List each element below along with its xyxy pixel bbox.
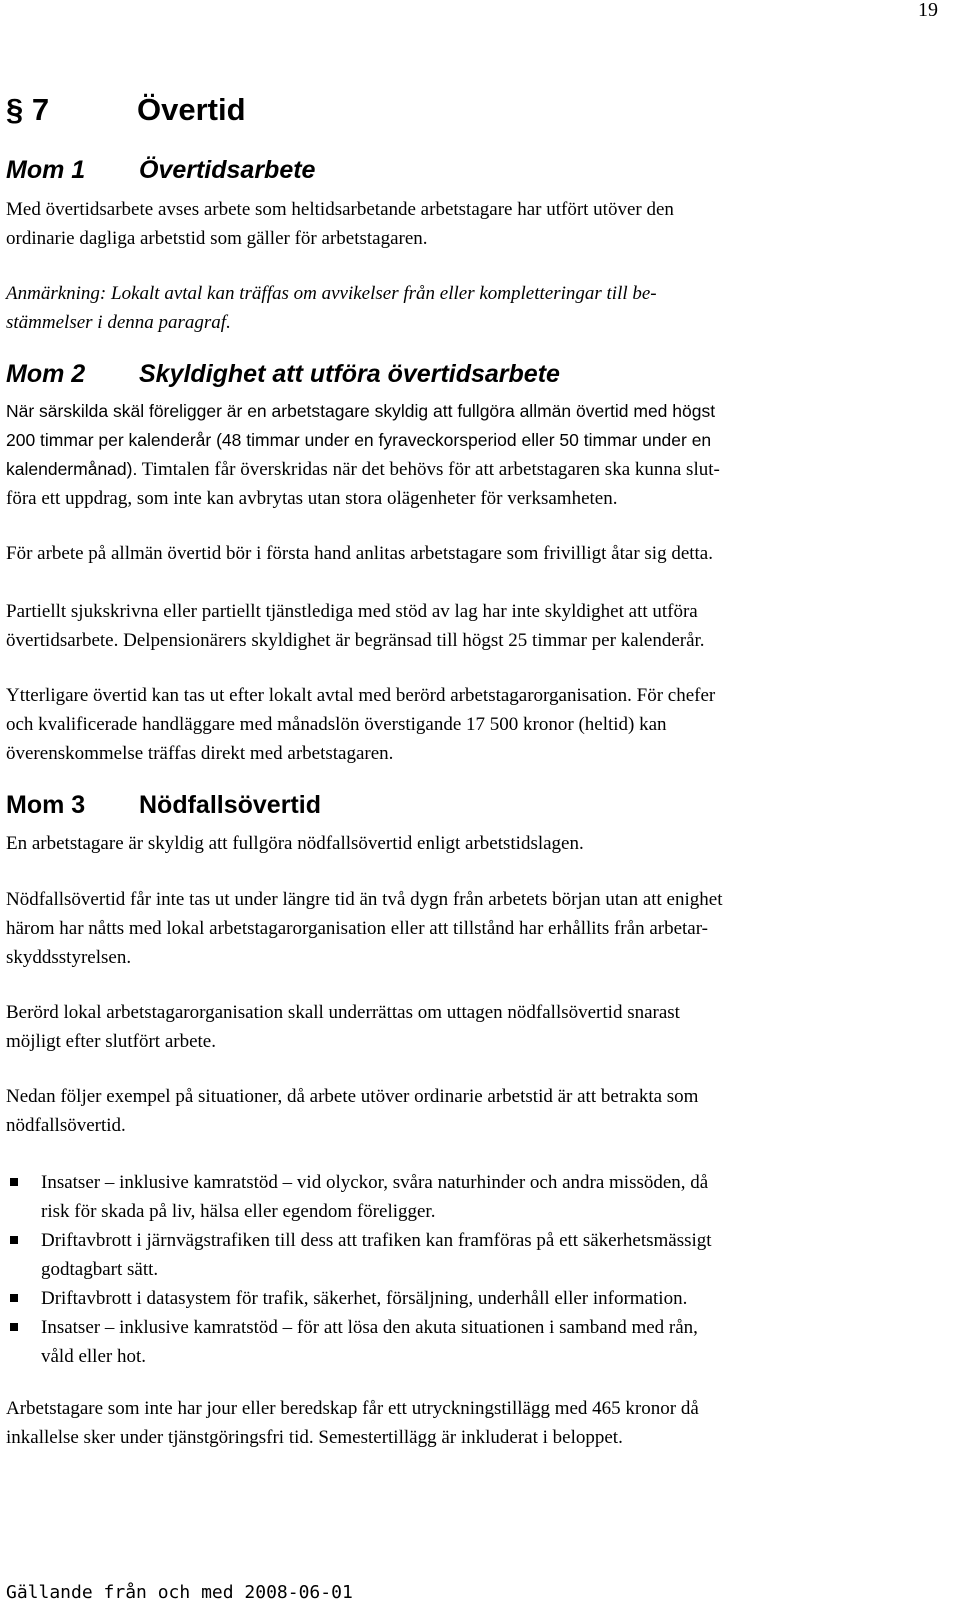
text-line: Berörd lokal arbetstagarorganisation skall underrättas om uttagen nödfallsövertid snarast	[6, 1002, 680, 1023]
mom3-title: Nödfallsövertid	[139, 791, 321, 819]
mom2-number: Mom 2	[6, 360, 86, 388]
mom1-heading	[6, 158, 315, 183]
text-line: kalendermånad).	[6, 459, 138, 479]
mom1-title: Övertidsarbete	[139, 156, 316, 184]
mom3-paragraph-3	[6, 998, 936, 1056]
text-line: överenskommelse träffas direkt med arbetstagaren.	[6, 743, 394, 764]
text-line: Insatser – inklusive kamratstöd – vid olyckor, svåra naturhinder och andra missöden, då	[41, 1172, 709, 1193]
text-line: inkallelse sker under tjänstgöringsfri tid. Semestertillägg är inkluderat i beloppet.	[6, 1427, 623, 1448]
text-line: härom har nåtts med lokal arbetstagarorganisation eller att tillstånd har erhållits från arbetar-	[6, 918, 708, 939]
section-heading	[6, 94, 246, 125]
text-line: Anmärkning: Lokalt avtal kan träffas om avvikelser från eller kompletteringar till be-	[6, 283, 657, 304]
text-line: Insatser – inklusive kamratstöd – för att lösa den akuta situationen i samband med rån,	[41, 1317, 698, 1338]
text-line: Med övertidsarbete avses arbete som heltidsarbetande arbetstagare har utfört utöver den	[6, 199, 674, 220]
square-bullet-icon	[10, 1294, 18, 1302]
text-line: stämmelser i denna paragraf.	[6, 312, 231, 333]
text-line: Ytterligare övertid kan tas ut efter lokalt avtal med berörd arbetstagarorganisation. För chefer	[6, 685, 716, 706]
text-line: Nedan följer exempel på situationer, då arbete utöver ordinarie arbetstid är att betrakta som	[6, 1086, 699, 1107]
square-bullet-icon	[10, 1323, 18, 1331]
text-line: Nödfallsövertid får inte tas ut under längre tid än två dygn från arbetets början utan att enighet	[6, 889, 723, 910]
text-line: föra ett uppdrag, som inte kan avbrytas utan stora olägenheter för verksamheten.	[6, 488, 618, 509]
list-item	[6, 1313, 936, 1371]
text-line: godtagbart sätt.	[41, 1259, 159, 1280]
mom2-heading	[6, 362, 560, 387]
mom3-paragraph-4	[6, 1082, 936, 1140]
text-line: Timtalen får överskridas när det behövs för att arbetstagaren ska kunna slut-	[137, 459, 720, 480]
bullet-list	[6, 1168, 936, 1371]
mom2-title: Skyldighet att utföra övertidsarbete	[139, 360, 560, 388]
list-item	[6, 1226, 936, 1284]
list-item	[6, 1168, 936, 1226]
text-line: våld eller hot.	[41, 1346, 146, 1367]
text-line: Arbetstagare som inte har jour eller beredskap får ett utryckningstillägg med 465 kronor då	[6, 1398, 699, 1419]
text-line: och kvalificerade handläggare med månadslön överstigande 17 500 kronor (heltid) kan	[6, 714, 667, 735]
text-line: 200 timmar per kalenderår (48 timmar under en fyraveckorsperiod eller 50 timmar under en	[6, 430, 712, 450]
text-line: För arbete på allmän övertid bör i första hand anlitas arbetstagare som frivilligt åtar sig detta.	[6, 543, 713, 564]
mom3-paragraph-1	[6, 829, 936, 858]
text-line: När särskilda skäl föreligger är en arbetstagare skyldig att fullgöra allmän övertid med högst	[6, 401, 716, 421]
mom1-number: Mom 1	[6, 156, 86, 184]
mom3-number: Mom 3	[6, 791, 86, 819]
square-bullet-icon	[10, 1236, 18, 1244]
section-number: § 7	[6, 92, 50, 127]
text-line: Driftavbrott i datasystem för trafik, säkerhet, försäljning, underhåll eller information.	[41, 1288, 688, 1309]
footer-date: Gällande från och med 2008-06-01	[6, 1582, 353, 1603]
text-line: övertidsarbete. Delpensionärers skyldighet är begränsad till högst 25 timmar per kalenderår.	[6, 630, 705, 651]
text-line: Partiellt sjukskrivna eller partiellt tjänstlediga med stöd av lag har inte skyldighet att utföra	[6, 601, 698, 622]
text-line: möjligt efter slutfört arbete.	[6, 1031, 216, 1052]
mom1-note	[6, 279, 936, 337]
mom3-paragraph-2	[6, 885, 936, 972]
section-title: Övertid	[137, 92, 246, 127]
page-number: 19	[918, 0, 938, 21]
list-item	[6, 1284, 936, 1313]
text-line: skyddsstyrelsen.	[6, 947, 132, 968]
mom2-paragraph-4	[6, 681, 936, 768]
text-line: En arbetstagare är skyldig att fullgöra nödfallsövertid enligt arbetstidslagen.	[6, 833, 584, 854]
mom2-paragraph-2	[6, 539, 936, 568]
text-line: ordinarie dagliga arbetstid som gäller för arbetstagaren.	[6, 228, 428, 249]
square-bullet-icon	[10, 1178, 18, 1186]
mom2-paragraph-1	[6, 397, 936, 513]
mom3-heading	[6, 793, 321, 818]
text-line: Driftavbrott i järnvägstrafiken till dess att trafiken kan framföras på ett säkerhetsmässigt	[41, 1230, 712, 1251]
text-line: nödfallsövertid.	[6, 1115, 126, 1136]
mom1-paragraph	[6, 195, 936, 253]
mom3-paragraph-5	[6, 1394, 936, 1452]
text-line: risk för skada på liv, hälsa eller egendom föreligger.	[41, 1201, 436, 1222]
mom2-paragraph-3	[6, 597, 936, 655]
